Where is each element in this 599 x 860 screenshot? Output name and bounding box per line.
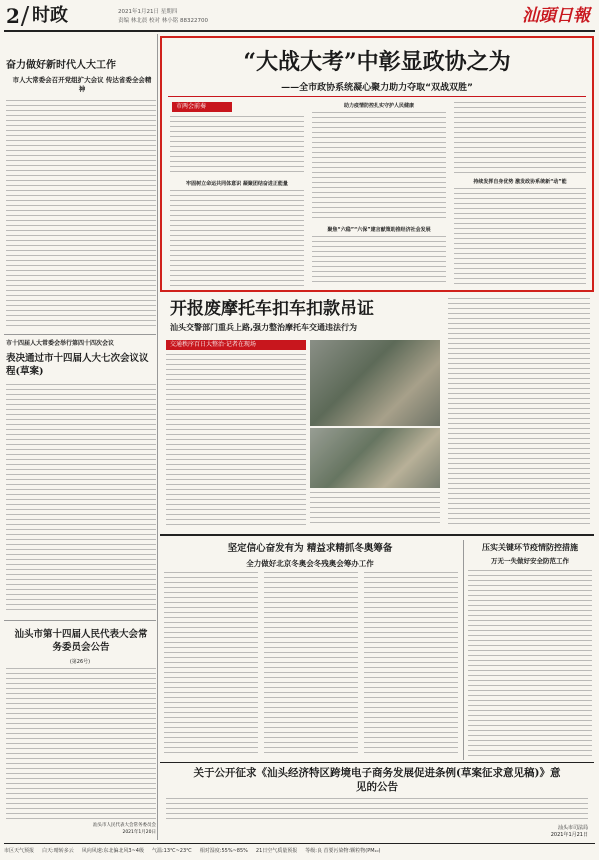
- footer-item: 等级:良 首要污染物:颗粒物(PM₁₀): [305, 848, 381, 854]
- paper-name-logo: 汕頭日報: [522, 6, 590, 26]
- left-notice-number: (第26号): [69, 659, 91, 665]
- footer-item: 市区天气预报: [4, 848, 35, 854]
- lower-b-subtitle: 万无一失做好安全防范工作: [491, 557, 569, 565]
- middle-bottom-rule: [160, 534, 594, 536]
- notice-body: [166, 798, 588, 820]
- editor-line: [118, 16, 208, 24]
- middle-body-col2: [310, 492, 440, 526]
- notice-top-rule: [160, 762, 594, 763]
- top-feature-box: [160, 36, 594, 292]
- left-sign-date: 2021年1月20日: [122, 830, 156, 835]
- top-feature-title: “大战大考”中彰显政协之为: [243, 49, 511, 75]
- middle-body-col1: [166, 354, 306, 526]
- top-feature-subhead-b: 助力疫情防控扎实守护人民健康: [343, 103, 414, 109]
- lower-story-b: [466, 540, 594, 760]
- masthead-rule: [4, 30, 595, 32]
- editors: 责编 林北晨 校对 林小铭: [118, 18, 179, 24]
- masthead: [6, 4, 594, 30]
- middle-tag: 交通秩序百日大整治·记者在现场: [166, 340, 306, 350]
- top-feature-rule: [168, 96, 586, 97]
- left-column-separator: [157, 34, 158, 840]
- top-feature-subhead-d: 持续发挥自身优势 激发政协系统新“动”能: [473, 179, 567, 185]
- top-feature-subtitle: ——全市政协系统凝心聚力助力夺取“双战双胜”: [281, 83, 473, 93]
- left-subhead-1: 市人大常委会召开党组扩大会议 传达省委全会精神: [12, 76, 152, 93]
- middle-photo-1: [310, 340, 440, 426]
- middle-body-col3: [448, 298, 590, 526]
- left-body-3: [6, 668, 156, 820]
- lower-a-body-col3: [364, 572, 458, 756]
- footer-item: 白天:晴转多云: [42, 848, 74, 854]
- lower-b-body: [468, 570, 592, 756]
- left-body-2: [6, 384, 156, 614]
- phone: 88322700: [180, 18, 208, 24]
- left-divider-2: [4, 620, 156, 621]
- left-headline-2: 表决通过市十四届人大七次会议议程(草案): [6, 353, 149, 377]
- footer-bar: [4, 843, 595, 857]
- footer-item: 气温:13℃~23℃: [151, 848, 192, 854]
- lower-a-subtitle: 全力做好北京冬奥会冬残奥会筹办工作: [246, 559, 374, 568]
- notice-title: 关于公开征求《汕头经济特区跨境电子商务发展促进条例(草案征求意见稿)》意见的公告: [193, 767, 561, 793]
- left-sign-org: 汕头市人民代表大会常务委员会: [93, 823, 156, 828]
- left-headline-3: 汕头市第十四届人民代表大会常务委员会公告: [14, 629, 148, 653]
- notice-sign: 汕头市司法局: [557, 825, 588, 831]
- date-line: 2021年1月21日 星期四: [118, 9, 178, 15]
- lower-b-title: 压实关键环节疫情防控措施: [482, 542, 578, 552]
- top-feature-body-col1a: [170, 116, 304, 176]
- top-feature-section-tag: 市两会前奏: [172, 102, 232, 112]
- left-kicker-2: 市十四届人大常委会举行第四十四次会议: [6, 340, 115, 347]
- lower-a-body-col1: [164, 572, 258, 756]
- footer-item: 风向风速:东北偏北风3~4级: [81, 848, 144, 854]
- lower-separator: [463, 540, 464, 760]
- lower-story-a: [160, 540, 460, 760]
- lower-a-body-col2: [264, 572, 358, 756]
- middle-story: [160, 296, 594, 532]
- top-feature-body-col2a: [312, 112, 446, 222]
- left-column: [4, 34, 156, 840]
- public-notice: [160, 764, 594, 840]
- middle-subtitle: 汕头交警部门重兵上路,强力整治摩托车交通违法行为: [170, 323, 358, 332]
- left-divider-1: [4, 334, 156, 335]
- top-feature-body-col1b: [170, 190, 304, 286]
- left-body-1: [6, 100, 156, 330]
- top-feature-body-col2b: [312, 236, 446, 286]
- top-feature-body-col3a: [454, 102, 586, 174]
- left-headline-1: 奋力做好新时代人大工作: [6, 60, 116, 71]
- section-slash: [21, 6, 29, 26]
- footer-item: 21日空气质量预报: [255, 848, 298, 854]
- top-feature-subhead-a: 牢固树立命运共同体意识 凝聚团结奋进正能量: [186, 181, 288, 187]
- middle-title: 开报废摩托车扣车扣款吊证: [170, 299, 374, 319]
- page-number: 2: [6, 4, 20, 28]
- top-feature-subhead-c: 聚焦“六稳”“六保”建言献策助推经济社会发展: [327, 227, 431, 233]
- footer-item: 相对湿度:55%~85%: [199, 848, 248, 854]
- section-name: 时政: [32, 5, 68, 26]
- lower-a-title: 坚定信心奋发有为 精益求精抓冬奥筹备: [227, 543, 393, 554]
- top-feature-body-col3b: [454, 188, 586, 286]
- middle-photo-2: [310, 428, 440, 488]
- notice-date: 2021年1月21日: [550, 832, 588, 838]
